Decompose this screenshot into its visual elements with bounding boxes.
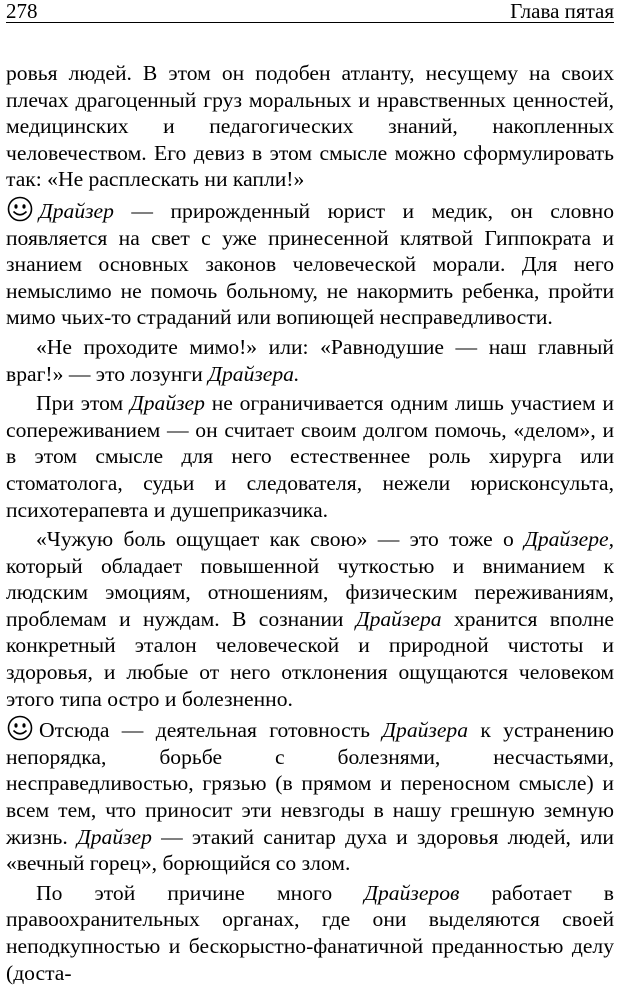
type-name: Драйзере, <box>524 527 614 552</box>
type-name: Драйзеров <box>364 880 460 905</box>
smiley-icon <box>6 715 34 741</box>
type-name: Драйзера <box>382 718 469 743</box>
paragraph-4 <box>6 390 614 523</box>
paragraph-text: При этом <box>36 391 130 416</box>
paragraph-text: не ограничивается одним лишь участием и сопереживанием — он считает своим долгом помочь, «делом», и в этом смысле для него естественнее роль хирурга или стоматолога, судьи и следователя, нежели юрисконсульта, психотерапевта и душеприказчика. <box>6 391 614 522</box>
smiley-icon <box>6 196 34 222</box>
paragraph-text: Отсюда — деятельная готовность <box>39 718 383 743</box>
page-body <box>6 60 614 989</box>
paragraph-5 <box>6 526 614 712</box>
type-name: Драйзера <box>355 606 442 631</box>
paragraph-3 <box>6 334 614 387</box>
page-header <box>6 0 614 23</box>
paragraph-text: «Чужую боль ощущает как свою» — это тоже о <box>36 527 525 552</box>
paragraph-text: — прирожденный юрист и медик, он словно появляется на свет с уже принесенной клятвой Гиппократа и знанием основных законов человеческой морали. Для него немыслимо не помочь больному, не накормить ребенка, пройти мимо чьих-то страданий или вопиющей несправедливости. <box>6 198 614 330</box>
type-name: Драйзер <box>77 824 152 849</box>
paragraph-text: — этакий санитар духа и здоровья людей, или «вечный горец», борющийся со злом. <box>6 824 614 876</box>
paragraph-text: к устранению непорядка, борьбе с болезнями, несчастьями, несправедливостью, грязью (в прямом и переносном смысле) и всем тем, что приносит эти невзгоды в нашу грешную земную жизнь. <box>6 718 614 849</box>
type-name: Драйзер <box>39 198 114 223</box>
paragraph-6 <box>6 715 614 877</box>
type-name: Драйзер <box>129 391 205 416</box>
type-name: Драйзера. <box>208 361 300 386</box>
paragraph-2 <box>6 196 614 331</box>
chapter-title: Глава пятая <box>510 0 614 23</box>
paragraph-text: работает в правоохранительных органах, где они выделяются своей неподкупностью и бескорыстно-фанатичной преданностью делу (доста- <box>6 880 615 985</box>
paragraph-7 <box>6 880 614 986</box>
paragraph-text: который обладает повышенной чуткостью и вниманием к людским эмоциям, отношениям, физическим переживаниям, проблемам и нуждам. В сознании <box>6 553 614 631</box>
paragraph-text: хранится вполне конкретный эталон человеческой и природной чистоты и здоровья, и любые от него отклонения ощущаются человеком этого типа остро и болезненно. <box>6 606 614 711</box>
paragraph-text: ровья людей. В этом он подобен атланту, несущему на своих плечах драгоценный груз моральных и нравственных ценностей, медицинских и педагогических знаний, накопленных человечеством. Его девиз в этом смысле можно сформулировать так: «Не расплескать ни капли!» <box>6 61 614 192</box>
paragraph-text: По этой причине много <box>36 880 365 905</box>
page-number: 278 <box>6 0 38 23</box>
paragraph-text: «Не проходите мимо!» или: «Равнодушие — наш главный враг!» — это лозунги <box>6 334 614 386</box>
paragraph-1 <box>6 60 614 193</box>
